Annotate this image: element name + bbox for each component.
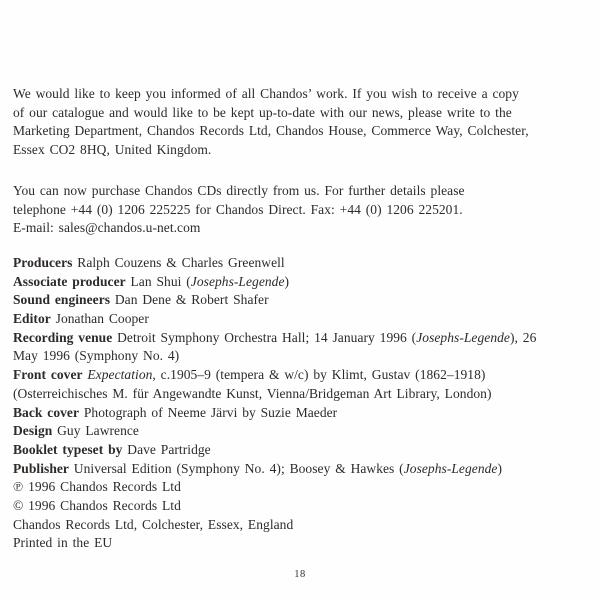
text-segment: Dave Partridge	[122, 441, 211, 457]
text-line	[13, 385, 595, 404]
work-title: Josephs-Legende	[416, 329, 510, 345]
text-segment: , c.1905–9 (tempera & w/c) by Klimt, Gustav (1862–1918)	[152, 367, 486, 383]
text-line	[13, 441, 595, 460]
text-segment: Jonathan Cooper	[50, 311, 149, 327]
text-line	[13, 497, 595, 516]
work-title: Expectation	[87, 367, 153, 383]
credit-label: Sound engineers	[13, 292, 111, 308]
text-line	[13, 201, 595, 220]
credit-label: Editor	[13, 311, 51, 327]
text-line	[13, 460, 595, 479]
text-segment: Universal Edition (Symphony No. 4); Boosey & Hawkes (	[68, 460, 404, 476]
text-line	[13, 104, 595, 123]
text-line	[13, 422, 595, 441]
credit-label: Recording venue	[13, 329, 113, 345]
text-line	[13, 219, 595, 238]
text-segment: ℗ 1996 Chandos Records Ltd	[13, 479, 181, 495]
page-number: 18	[294, 569, 306, 580]
text-line	[13, 329, 595, 348]
text-line	[13, 122, 595, 141]
text-segment: ), 26	[509, 329, 537, 345]
text-line	[13, 182, 595, 201]
text-line	[13, 404, 595, 423]
credits-block	[13, 254, 595, 553]
text-line	[13, 85, 595, 104]
text-segment: Chandos Records Ltd, Colchester, Essex, England	[13, 516, 294, 532]
text-segment: telephone +44 (0) 1206 225225 for Chandos Direct. Fax: +44 (0) 1206 225201.	[13, 201, 463, 217]
text-segment: Marketing Department, Chandos Records Ltd, Chandos House, Commerce Way, Colchester,	[13, 123, 529, 139]
credit-label: Front cover	[13, 367, 83, 383]
text-segment: Guy Lawrence	[52, 423, 139, 439]
text-line	[13, 478, 595, 497]
intro-paragraph	[13, 85, 595, 160]
text-segment: May 1996 (Symphony No. 4)	[13, 348, 180, 364]
page-content	[13, 85, 595, 553]
text-segment: You can now purchase Chandos CDs directly from us. For further details please	[13, 182, 465, 198]
credit-label: Design	[13, 423, 53, 439]
text-segment: )	[497, 460, 503, 476]
text-segment: Lan Shui (	[125, 273, 191, 289]
text-line	[13, 291, 595, 310]
text-segment: Essex CO2 8HQ, United Kingdom.	[13, 142, 212, 158]
work-title: Josephs-Legende	[190, 273, 285, 289]
work-title: Josephs-Legende	[403, 460, 498, 476]
credit-label: Back cover	[13, 404, 80, 420]
text-line	[13, 366, 595, 385]
text-segment: of our catalogue and would like to be kept up-to-date with our news, please write to the	[13, 104, 512, 120]
text-segment: Dan Dene & Robert Shafer	[110, 292, 269, 308]
text-segment: Photograph of Neeme Järvi by Suzie Maeder	[79, 404, 338, 420]
text-segment: Detroit Symphony Orchestra Hall; 14 January 1996 (	[112, 329, 417, 345]
text-segment: )	[284, 273, 290, 289]
text-line	[13, 310, 595, 329]
credit-label: Associate producer	[13, 273, 126, 289]
text-line	[13, 273, 595, 292]
text-segment: We would like to keep you informed of all Chandos’ work. If you wish to receive a copy	[13, 86, 519, 101]
credit-label: Producers	[13, 254, 73, 270]
purchase-info-paragraph	[13, 182, 595, 238]
text-segment: E-mail: sales@chandos.u-net.com	[13, 220, 201, 236]
text-segment: Ralph Couzens & Charles Greenwell	[72, 254, 285, 270]
text-line	[13, 254, 595, 273]
credit-label: Booklet typeset by	[13, 441, 123, 457]
text-line	[13, 534, 595, 553]
text-segment: Printed in the EU	[13, 535, 113, 551]
text-segment: © 1996 Chandos Records Ltd	[13, 498, 181, 514]
text-segment: (Osterreichisches M. für Angewandte Kunst, Vienna/Bridgeman Art Library, London)	[13, 385, 492, 401]
text-line	[13, 516, 595, 535]
credit-label: Publisher	[13, 460, 69, 476]
text-line	[13, 141, 595, 160]
text-line	[13, 347, 595, 366]
